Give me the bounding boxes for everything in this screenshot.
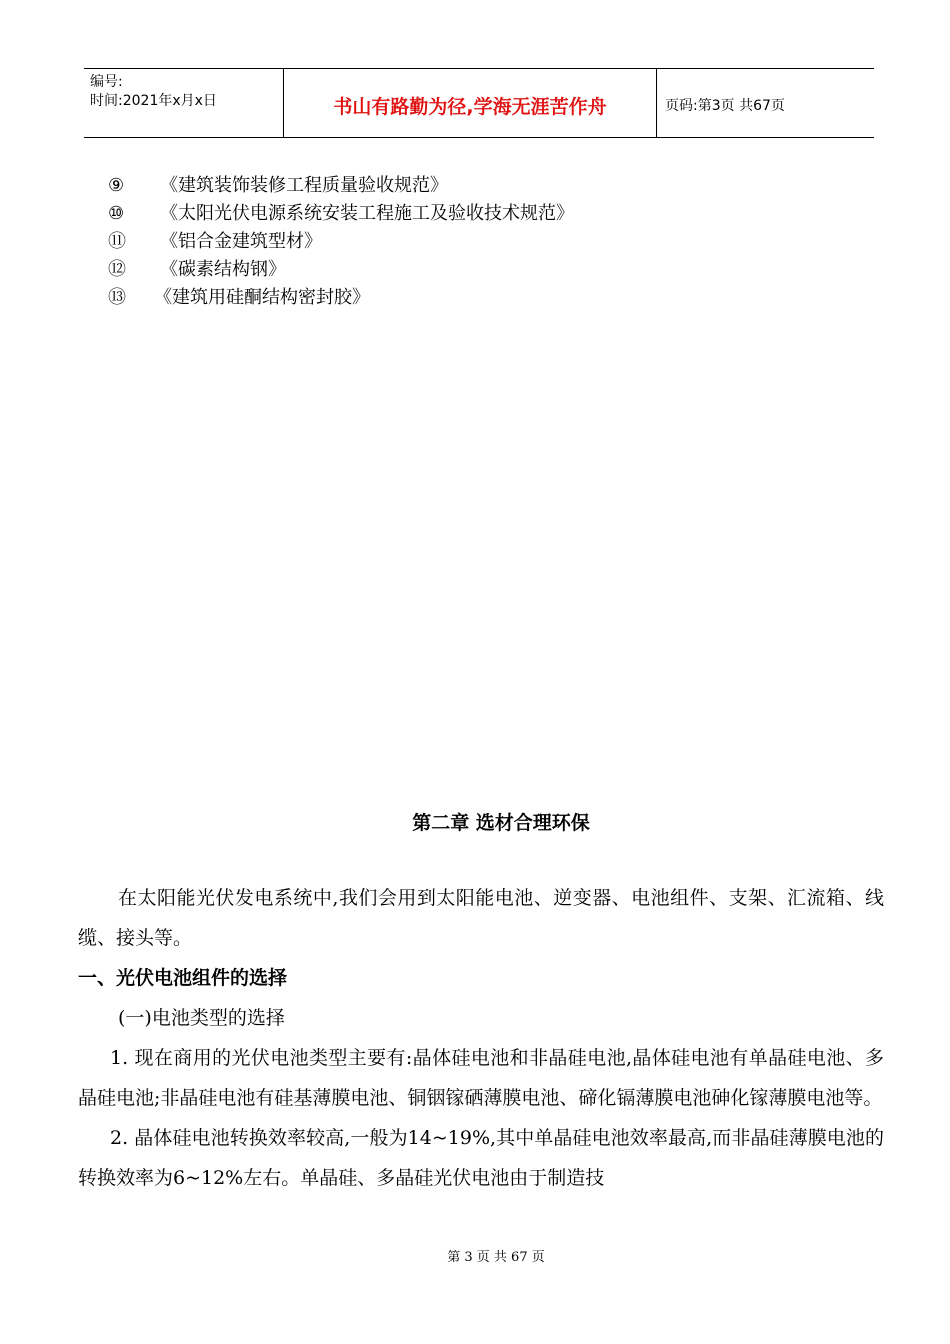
reference-title: 《建筑装饰装修工程质量验收规范》 <box>160 175 448 196</box>
reference-title: 《碳素结构钢》 <box>160 259 286 280</box>
document-number-label: 编号: <box>90 74 123 90</box>
header-page-info: 页码:第3页 共67页 <box>665 98 785 114</box>
reference-number: ⑨ <box>108 175 125 196</box>
reference-title: 《铝合金建筑型材》 <box>160 231 322 252</box>
page-header <box>84 68 874 138</box>
reference-title: 《建筑用硅酮结构密封胶》 <box>154 287 370 308</box>
chapter-body <box>78 878 884 1198</box>
reference-number: ⑩ <box>108 203 125 224</box>
header-meta <box>84 69 284 137</box>
intro-paragraph: 在太阳能光伏发电系统中,我们会用到太阳能电池、逆变器、电池组件、支架、汇流箱、线缆、接头等。 <box>78 887 884 949</box>
subsection-heading: (一)电池类型的选择 <box>118 1007 285 1029</box>
reference-item <box>108 256 574 284</box>
page-footer: 第 3 页 共 67 页 <box>447 1250 545 1265</box>
document-date-label: 时间:2021年x月x日 <box>90 93 217 109</box>
reference-number: ⑫ <box>108 259 126 280</box>
chapter-title: 第二章 选材合理环保 <box>412 812 590 834</box>
reference-title: 《太阳光伏电源系统安装工程施工及验收技术规范》 <box>160 203 574 224</box>
section-heading: 一、光伏电池组件的选择 <box>78 967 288 989</box>
reference-number: ⑪ <box>108 231 126 252</box>
reference-item <box>108 228 574 256</box>
reference-item <box>108 172 574 200</box>
reference-item <box>108 200 574 228</box>
reference-item <box>108 284 574 312</box>
reference-list <box>108 172 574 312</box>
paragraph-point-1: 1. 现在商用的光伏电池类型主要有:晶体硅电池和非晶硅电池,晶体硅电池有单晶硅电池、多晶硅电池;非晶硅电池有硅基薄膜电池、铜铟镓硒薄膜电池、碲化镉薄膜电池砷化镓薄膜电池等。 <box>78 1047 884 1109</box>
reference-number: ⑬ <box>108 287 126 308</box>
paragraph-point-2: 2. 晶体硅电池转换效率较高,一般为14~19%,其中单晶硅电池效率最高,而非晶硅薄膜电池的转换效率为6~12%左右。单晶硅、多晶硅光伏电池由于制造技 <box>78 1127 884 1189</box>
header-motto: 书山有路勤为径,学海无涯苦作舟 <box>284 69 657 137</box>
